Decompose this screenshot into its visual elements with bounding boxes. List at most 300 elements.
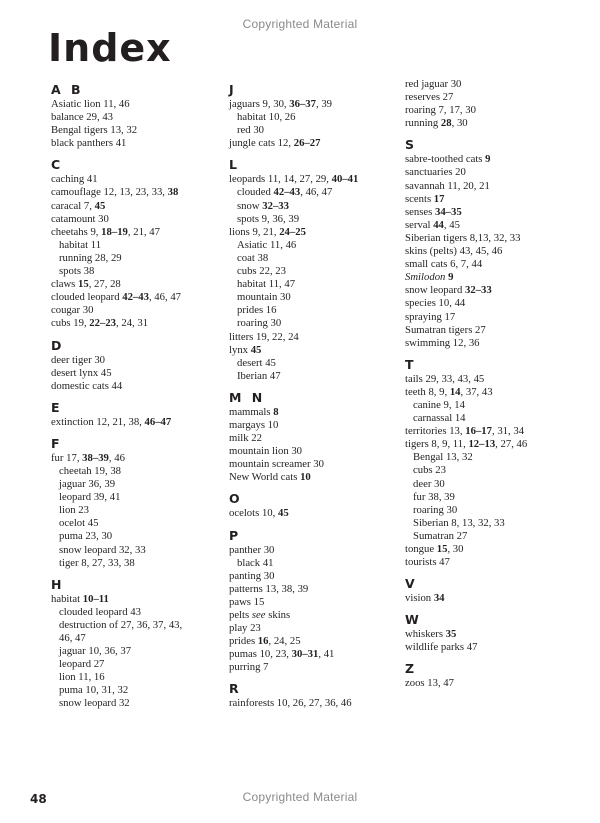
- main-page-reference: 24–25: [279, 225, 306, 238]
- index-subentry: [229, 186, 401, 199]
- entry-text: jungle cats 12,: [229, 137, 294, 150]
- index-subentry: [51, 478, 223, 491]
- index-subentry: [51, 684, 223, 697]
- index-entry: [405, 91, 577, 104]
- section-letter-heading: F: [51, 435, 63, 451]
- index-column-1: [51, 78, 223, 711]
- main-page-reference: 34: [433, 592, 445, 605]
- index-entry: [229, 507, 401, 520]
- entry-text: tourists 47: [405, 556, 450, 569]
- entry-text: mountain 30: [237, 291, 291, 304]
- index-section: [51, 78, 223, 150]
- index-entry: [405, 425, 577, 438]
- index-entry: [405, 271, 577, 284]
- main-page-reference: 26–27: [293, 137, 321, 150]
- entry-text-after: , 41: [318, 648, 335, 661]
- entry-text: spraying 17: [405, 310, 456, 323]
- index-subentry: [51, 465, 223, 478]
- index-entry: [405, 219, 577, 232]
- index-entry: [51, 380, 223, 393]
- entry-text: clouded leopard: [51, 291, 123, 304]
- section-letter-heading: R: [229, 681, 242, 697]
- index-entry: [51, 173, 223, 186]
- index-subentry: [405, 530, 577, 543]
- entry-italic-text: see: [251, 609, 266, 621]
- index-entry: [405, 78, 577, 91]
- index-entry: [405, 337, 577, 350]
- entry-text: zoos 13, 47: [405, 677, 454, 690]
- entry-text: red 30: [237, 124, 265, 137]
- entry-text: mountain screamer 30: [229, 458, 324, 471]
- entry-text: cheetahs 9,: [51, 225, 102, 238]
- index-entry: [51, 416, 223, 429]
- entry-text: savannah 11, 20, 21: [405, 179, 490, 192]
- entry-text: cheetah 19, 38: [59, 464, 122, 477]
- index-entry: [51, 367, 223, 380]
- entry-text-after: , 21, 47: [127, 225, 160, 238]
- entry-italic-text: Smilodon: [405, 271, 446, 284]
- entry-text: panther 30: [229, 543, 275, 556]
- section-letter-heading: E: [51, 399, 63, 415]
- index-entry: [229, 226, 401, 239]
- main-page-reference: 10: [300, 471, 311, 484]
- entry-text: jaguar 10, 36, 37: [59, 645, 132, 658]
- entry-text: roaring 30: [237, 317, 282, 330]
- section-letter-heading: M N: [229, 389, 266, 405]
- index-entry: [229, 583, 401, 596]
- entry-text: Siberian tigers 8,13, 32, 33: [405, 231, 521, 244]
- index-entry: [229, 344, 401, 357]
- main-page-reference: 16: [257, 635, 269, 648]
- index-subentry: [229, 200, 401, 213]
- entry-text: habitat 11: [59, 238, 102, 251]
- entry-text: running 28, 29: [59, 251, 122, 264]
- section-letter-heading: J: [229, 82, 237, 97]
- index-section: [405, 569, 577, 605]
- entry-text: tails 29, 33, 43, 45: [405, 372, 485, 385]
- index-entry: [405, 641, 577, 654]
- index-entry: [405, 117, 577, 130]
- main-page-reference: 16–17: [465, 425, 492, 438]
- entry-text: territories 13,: [405, 425, 466, 438]
- page-number: 48: [30, 792, 47, 806]
- entry-text: pelts: [229, 609, 252, 621]
- entry-text: desert 45: [237, 356, 276, 369]
- entry-text: Sumatran tigers 27: [405, 323, 486, 336]
- entry-text: skins (pelts) 43, 45, 46: [405, 245, 503, 258]
- index-entry: [229, 648, 401, 661]
- entry-text: roaring 7, 17, 30: [405, 104, 476, 117]
- index-subentry: [229, 370, 401, 383]
- entry-text-after: , 39: [315, 98, 333, 110]
- entry-text-after: , 45: [443, 218, 460, 231]
- main-page-reference: 8: [273, 405, 279, 418]
- entry-text-after: , 24, 31: [116, 317, 149, 330]
- index-subentry: [229, 111, 401, 124]
- entry-text: 46, 47: [59, 632, 86, 644]
- entry-text: spots 38: [59, 265, 95, 278]
- index-entry: [51, 213, 223, 226]
- entry-text: jaguar 36, 39: [59, 478, 116, 491]
- entry-text: Asiatic lion 11, 46: [51, 98, 130, 110]
- section-letter-heading: C: [51, 157, 64, 173]
- entry-text: jaguars 9, 30,: [229, 98, 290, 110]
- index-entry: [51, 291, 223, 304]
- main-page-reference: 42–43: [273, 186, 301, 199]
- index-entry: [405, 297, 577, 310]
- entry-text: spots 9, 36, 39: [237, 212, 300, 225]
- entry-text: roaring 30: [413, 503, 458, 516]
- index-subentry: [51, 530, 223, 543]
- entry-text: New World cats: [229, 471, 301, 484]
- entry-text: cougar 30: [51, 304, 94, 317]
- main-page-reference: 38–39: [82, 451, 109, 464]
- entry-text-after: , 27, 28: [88, 278, 121, 291]
- index-entry: [405, 104, 577, 117]
- section-letter-heading: A B: [51, 82, 84, 97]
- index-entry: [405, 166, 577, 179]
- entry-text: snow leopard 32, 33: [59, 543, 146, 556]
- copyright-watermark-top: Copyrighted Material: [242, 17, 358, 31]
- copyright-watermark-bottom: Copyrighted Material: [242, 790, 358, 804]
- main-page-reference: 45: [250, 343, 262, 356]
- index-entry: [405, 386, 577, 399]
- index-entry: [405, 232, 577, 245]
- entry-text: cubs 22, 23: [237, 265, 286, 278]
- entry-text: patterns 13, 38, 39: [229, 582, 309, 595]
- entry-text: deer tiger 30: [51, 353, 106, 366]
- entry-text: fur 38, 39: [413, 490, 455, 503]
- index-subentry: [229, 304, 401, 317]
- entry-text: mountain lion 30: [229, 445, 303, 458]
- index-entry: [51, 632, 223, 645]
- index-column-2: [229, 78, 401, 711]
- index-entry: [51, 317, 223, 330]
- index-entry: [405, 311, 577, 324]
- index-entry: [229, 622, 401, 635]
- index-subentry: [405, 464, 577, 477]
- section-letter-heading: Z: [405, 661, 418, 677]
- index-entry: [51, 593, 223, 606]
- entry-text: snow leopard: [405, 284, 465, 297]
- index-subentry: [405, 399, 577, 412]
- index-entry: [229, 137, 401, 150]
- entry-text: carnassal 14: [413, 412, 466, 425]
- entry-text: clouded: [237, 186, 274, 199]
- entry-text: habitat: [51, 592, 83, 605]
- main-page-reference: 15: [436, 543, 448, 555]
- page-title: Index: [48, 26, 172, 70]
- entry-text: litters 19, 22, 24: [229, 330, 299, 343]
- index-entry: [405, 193, 577, 206]
- index-entry: [229, 406, 401, 419]
- index-subentry: [229, 239, 401, 252]
- main-page-reference: 28: [440, 117, 452, 130]
- index-entry: [51, 137, 223, 150]
- entry-text: snow leopard 32: [59, 697, 130, 710]
- main-page-reference: 46–47: [144, 415, 172, 428]
- entry-text: Asiatic 11, 46: [237, 238, 297, 251]
- index-entry: [405, 556, 577, 569]
- main-page-reference: 30–31: [291, 648, 319, 661]
- index-subentry: [51, 491, 223, 504]
- index-entry: [229, 419, 401, 432]
- index-subentry: [51, 606, 223, 619]
- entry-text: cubs 19,: [51, 317, 90, 330]
- entry-text: sabre-toothed cats: [405, 153, 486, 166]
- index-subentry: [229, 357, 401, 370]
- index-section: [51, 429, 223, 570]
- index-section: [51, 570, 223, 711]
- entry-text: swimming 12, 36: [405, 336, 480, 349]
- section-letter-heading: H: [51, 576, 65, 592]
- main-page-reference: 38: [167, 186, 179, 199]
- main-page-reference: 14: [449, 385, 461, 398]
- main-page-reference: 17: [433, 192, 445, 205]
- section-letter-heading: W: [405, 612, 422, 628]
- index-entry: [51, 111, 223, 124]
- entry-text: leopard 39, 41: [59, 491, 121, 504]
- index-section: [229, 484, 401, 520]
- entry-text-after: , 30: [451, 117, 468, 130]
- entry-text: red jaguar 30: [405, 78, 462, 90]
- main-page-reference: 12–13: [468, 438, 496, 451]
- index-entry: [229, 458, 401, 471]
- index-entry: [229, 98, 401, 111]
- entry-text: extinction 12, 21, 38,: [51, 415, 145, 428]
- index-entry: [229, 432, 401, 445]
- index-subentry: [229, 124, 401, 137]
- entry-text: fur 17,: [51, 451, 83, 464]
- section-letter-heading: L: [229, 157, 240, 173]
- index-subentry: [229, 265, 401, 278]
- entry-text: prides: [229, 635, 258, 648]
- entry-text: teeth 8, 9,: [405, 385, 450, 398]
- main-page-reference: 9: [445, 271, 454, 284]
- entry-text: black 41: [237, 556, 274, 569]
- entry-text: tigers 8, 9, 11,: [405, 438, 469, 451]
- index-entry: [405, 258, 577, 271]
- entry-text: purring 7: [229, 661, 269, 674]
- main-page-reference: 40–41: [331, 173, 359, 186]
- index-entry: [229, 445, 401, 458]
- entry-text: prides 16: [237, 304, 277, 317]
- index-subentry: [51, 517, 223, 530]
- main-page-reference: 35: [445, 628, 457, 641]
- index-subentry: [51, 544, 223, 557]
- entry-text: caching 41: [51, 173, 98, 186]
- entry-text-after: , 46, 47: [300, 186, 333, 199]
- entry-text: senses: [405, 205, 435, 218]
- index-subentry: [405, 412, 577, 425]
- entry-text: claws: [51, 278, 79, 291]
- entry-text: sanctuaries 20: [405, 166, 466, 179]
- main-page-reference: 32–33: [464, 284, 492, 297]
- entry-text: puma 10, 31, 32: [59, 684, 129, 697]
- entry-text: wildlife parks 47: [405, 641, 478, 654]
- entry-text-after: , 31, 34: [491, 425, 525, 438]
- index-subentry: [229, 317, 401, 330]
- entry-text: lion 11, 16: [59, 671, 105, 684]
- index-entry: [229, 331, 401, 344]
- entry-text: leopards 11, 14, 27, 29,: [229, 173, 332, 186]
- entry-text: domestic cats 44: [51, 379, 123, 392]
- index-entry: [405, 153, 577, 166]
- entry-text: canine 9, 14: [413, 398, 465, 411]
- entry-text: serval: [405, 218, 434, 231]
- index-entry: [229, 596, 401, 609]
- entry-text: species 10, 44: [405, 297, 466, 310]
- entry-text: lion 23: [59, 504, 89, 517]
- entry-text: play 23: [229, 622, 261, 635]
- index-subentry: [51, 252, 223, 265]
- main-page-reference: 22–23: [89, 317, 117, 330]
- index-entry: [405, 628, 577, 641]
- index-entry: [405, 373, 577, 386]
- index-subentry: [405, 517, 577, 530]
- index-subentry: [229, 278, 401, 291]
- entry-text-after: skins: [265, 609, 291, 621]
- index-entry: [51, 452, 223, 465]
- entry-text: rainforests 10, 26, 27, 36, 46: [229, 697, 352, 710]
- entry-text: black panthers 41: [51, 137, 127, 150]
- main-page-reference: 18–19: [101, 225, 128, 238]
- index-entry: [405, 324, 577, 337]
- index-subentry: [229, 213, 401, 226]
- entry-text: milk 22: [229, 432, 262, 445]
- index-section: [229, 383, 401, 485]
- entry-text: catamount 30: [51, 212, 109, 225]
- index-section: [405, 130, 577, 349]
- entry-text: reserves 27: [405, 91, 454, 104]
- entry-text: lions 9, 21,: [229, 225, 280, 238]
- main-page-reference: 32–33: [262, 199, 289, 212]
- index-subentry: [51, 658, 223, 671]
- index-subentry: [229, 557, 401, 570]
- section-letter-heading: O: [229, 491, 243, 507]
- entry-text: Bengal 13, 32: [413, 451, 473, 464]
- index-entry: [405, 677, 577, 690]
- entry-text: small cats 6, 7, 44: [405, 258, 483, 271]
- index-column-3: [405, 78, 577, 691]
- entry-text: deer 30: [413, 477, 445, 490]
- main-page-reference: 9: [485, 153, 491, 166]
- index-subentry: [229, 252, 401, 265]
- entry-text-after: , 37, 43: [460, 385, 493, 398]
- index-entry: [229, 173, 401, 186]
- entry-text: balance 29, 43: [51, 111, 114, 124]
- entry-text: Iberian 47: [237, 369, 281, 382]
- index-subentry: [405, 491, 577, 504]
- index-subentry: [51, 697, 223, 710]
- entry-text: tongue: [405, 543, 437, 555]
- entry-text: vision: [405, 592, 434, 605]
- entry-text: puma 23, 30: [59, 530, 113, 543]
- main-page-reference: 34–35: [434, 205, 462, 218]
- index-entry: [51, 278, 223, 291]
- section-letter-heading: T: [405, 356, 417, 372]
- entry-text: mammals: [229, 405, 274, 418]
- entry-text: desert lynx 45: [51, 366, 112, 379]
- index-entry: [51, 304, 223, 317]
- entry-text: Bengal tigers 13, 32: [51, 124, 138, 137]
- entry-text: Sumatran 27: [413, 529, 468, 542]
- entry-text: caracal 7,: [51, 199, 95, 212]
- main-page-reference: 36–37: [289, 98, 316, 110]
- entry-text: habitat 10, 26: [237, 111, 296, 124]
- index-section: [51, 331, 223, 393]
- entry-text: running: [405, 117, 441, 130]
- entry-text: pumas 10, 23,: [229, 648, 292, 661]
- index-section: [51, 150, 223, 330]
- index-entry: [229, 635, 401, 648]
- entry-text-after: , 27, 46: [495, 438, 528, 451]
- section-letter-heading: V: [405, 576, 418, 592]
- entry-text: scents: [405, 192, 434, 205]
- section-letter-heading: P: [229, 527, 242, 543]
- main-page-reference: 45: [277, 507, 289, 520]
- main-page-reference: 15: [78, 278, 89, 291]
- main-page-reference: 42–43: [122, 291, 149, 304]
- entry-text: paws 15: [229, 595, 265, 608]
- entry-text-after: , 46: [108, 451, 125, 464]
- index-entry: [229, 697, 401, 710]
- entry-text: camouflage 12, 13, 23, 33,: [51, 186, 168, 199]
- index-section: [229, 521, 401, 675]
- index-entry: [51, 354, 223, 367]
- entry-text: coat 38: [237, 251, 269, 264]
- index-section: [229, 674, 401, 710]
- index-entry: [405, 180, 577, 193]
- section-letter-heading: S: [405, 137, 418, 153]
- index-subentry: [51, 239, 223, 252]
- entry-text: tiger 8, 27, 33, 38: [59, 556, 135, 569]
- index-entry: [405, 592, 577, 605]
- main-page-reference: 45: [94, 199, 106, 212]
- index-entry: [405, 284, 577, 297]
- index-subentry: [51, 265, 223, 278]
- index-entry: [405, 245, 577, 258]
- index-subentry: [51, 504, 223, 517]
- index-section: [405, 605, 577, 654]
- entry-text: destruction of 27, 36, 37, 43,: [59, 618, 183, 631]
- index-subentry: [229, 291, 401, 304]
- index-section: [405, 350, 577, 569]
- index-entry: [51, 124, 223, 137]
- entry-text-after: , 24, 25: [268, 635, 301, 648]
- entry-text-after: , 46, 47: [148, 291, 182, 304]
- index-section: [229, 78, 401, 150]
- index-entry: [229, 471, 401, 484]
- index-entry: [229, 544, 401, 557]
- index-entry: [229, 661, 401, 674]
- index-subentry: [405, 504, 577, 517]
- index-subentry: [405, 478, 577, 491]
- index-entry: [229, 570, 401, 583]
- entry-text: ocelot 45: [59, 517, 99, 530]
- index-section: [51, 393, 223, 429]
- index-entry: [405, 438, 577, 451]
- index-entry: [51, 200, 223, 213]
- index-entry: [405, 206, 577, 219]
- entry-text: clouded leopard 43: [59, 605, 141, 618]
- main-page-reference: 44: [433, 218, 444, 231]
- entry-text: leopard 27: [59, 658, 105, 671]
- index-subentry: [405, 451, 577, 464]
- index-section: [405, 78, 577, 130]
- section-letter-heading: D: [51, 337, 65, 353]
- entry-text: margays 10: [229, 418, 279, 431]
